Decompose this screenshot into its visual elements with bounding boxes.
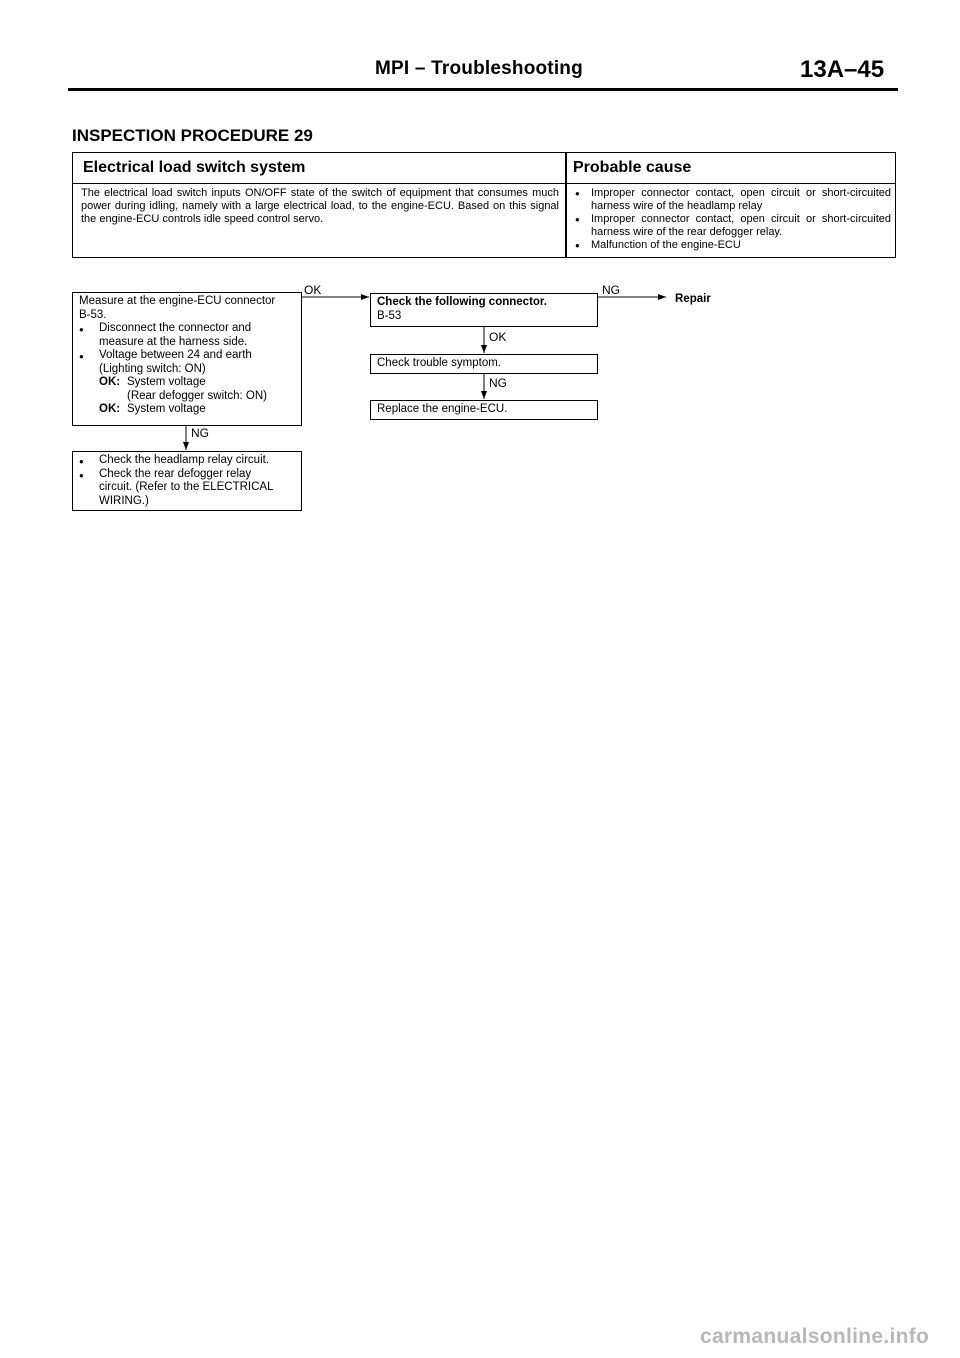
ng-label-top: NG: [602, 283, 620, 297]
measure-line: B-53.: [79, 308, 107, 321]
ok-label-mid: OK: [489, 330, 507, 344]
connector-check-box: [370, 293, 598, 327]
circuit-check-item: ● Check the rear defogger relay: [79, 468, 295, 482]
ok-criterion: [79, 403, 295, 417]
ng-label-mid: NG: [489, 376, 507, 390]
probable-cause-heading: Probable cause: [573, 159, 692, 176]
ok-criterion-label: OK:: [99, 403, 121, 415]
measure-box: [72, 292, 302, 426]
procedure-title: INSPECTION PROCEDURE 29: [72, 126, 313, 145]
ok-criterion-label: OK:: [99, 376, 121, 388]
ok-criterion-value: System voltage: [127, 376, 206, 388]
measure-step: ● Disconnect the connector and: [79, 322, 295, 336]
circuit-check-item-cont: WIRING.): [99, 494, 149, 507]
circuit-check-item-cont: circuit. (Refer to the ELECTRICAL: [99, 481, 274, 493]
page-header-title: MPI – Troubleshooting: [375, 58, 583, 79]
cause-item: ● Malfunction of the engine-ECU: [573, 239, 891, 252]
ok-criterion-value: System voltage: [127, 403, 206, 415]
measure-step-cont: measure at the harness side.: [99, 335, 248, 348]
measure-step-cont: (Lighting switch: ON): [99, 362, 206, 375]
circuit-check-item: ● Check the headlamp relay circuit.: [79, 454, 295, 468]
symptom-check-text: Check trouble symptom.: [377, 357, 501, 369]
replace-ecu-text: Replace the engine-ECU.: [377, 403, 508, 415]
ok-criterion: [79, 376, 295, 390]
replace-ecu-box: [370, 400, 598, 420]
system-heading: Electrical load switch system: [83, 159, 306, 176]
page-number: 13A–45: [800, 56, 885, 83]
measure-condition: (Rear defogger switch: ON): [127, 389, 267, 402]
repair-label: Repair: [675, 293, 711, 305]
ng-label-left: NG: [191, 426, 209, 440]
symptom-check-box: [370, 354, 598, 374]
ok-label-top: OK: [304, 283, 322, 297]
cause-item: ● Improper connector contact, open circuit or short-circuited harness wire of the headlamp relay: [573, 187, 891, 213]
cause-item: ● Improper connector contact, open circuit or short-circuited harness wire of the rear defogger relay.: [573, 213, 891, 239]
connector-id: B-53: [377, 309, 402, 322]
system-description: The electrical load switch inputs ON/OFF state of the switch of equipment that consumes much power during idling, namely with a large electrical load, to the engine-ECU. Based on this signal the engine-ECU controls idle speed control servo.: [81, 187, 559, 225]
connector-check-title: Check the following connector.: [377, 296, 547, 308]
circuit-check-box: [72, 451, 302, 511]
measure-step: ● Voltage between 24 and earth: [79, 349, 295, 363]
footer-watermark: carmanualsonline.info: [700, 1325, 930, 1348]
measure-line: Measure at the engine-ECU connector: [79, 295, 276, 307]
